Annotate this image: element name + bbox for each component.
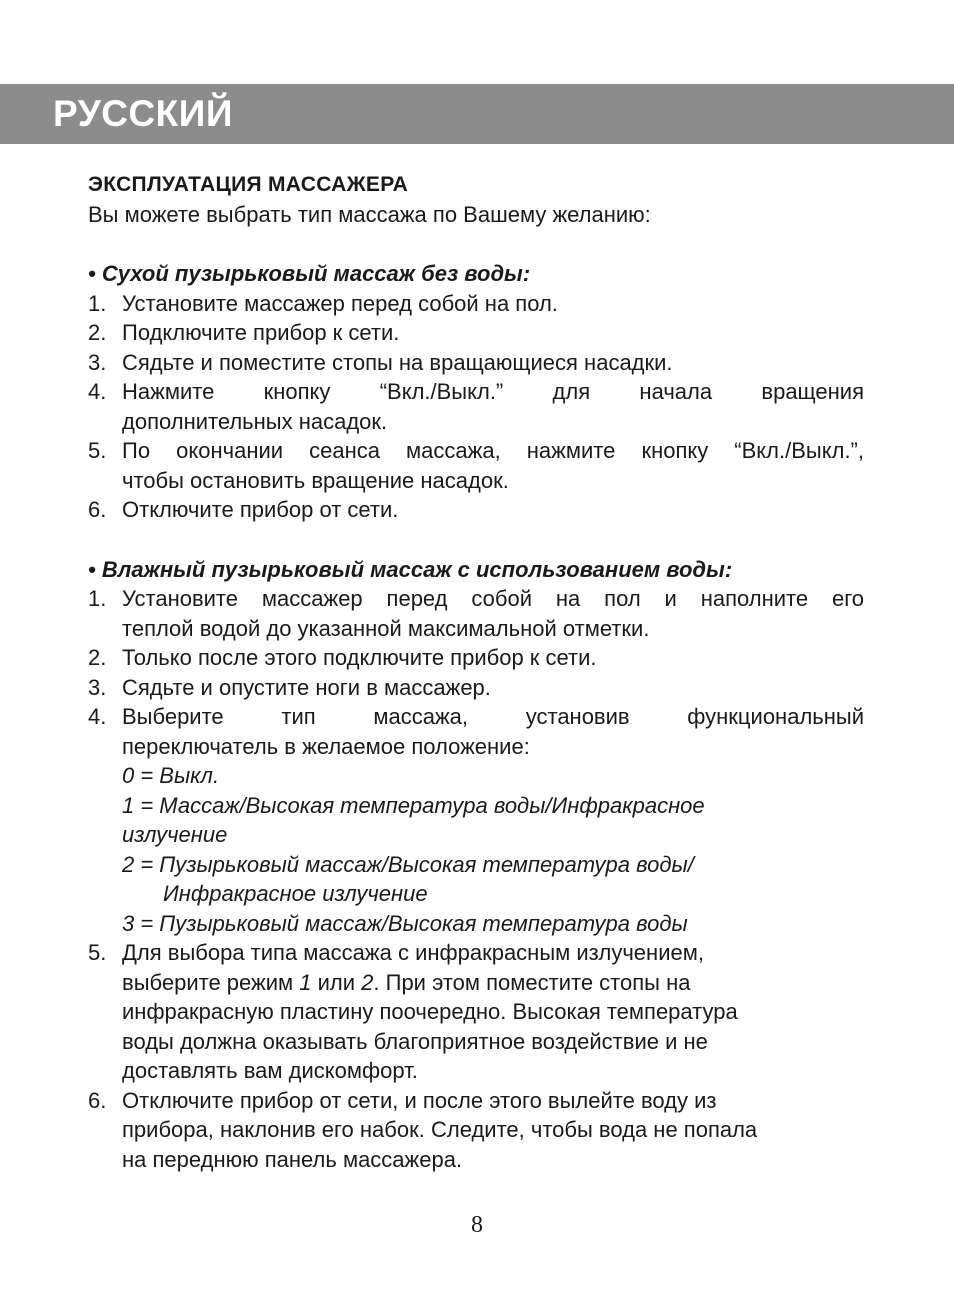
mode-option: 2 = Пузырьковый массаж/Высокая температура воды/: [122, 851, 694, 877]
list-item: [88, 289, 864, 319]
step-text: Сядьте и поместите стопы на вращающиеся насадки.: [122, 349, 673, 375]
list-item: [88, 938, 864, 1086]
mode-ref: 2: [361, 969, 374, 995]
step-line: дополнительных насадок.: [122, 408, 388, 434]
step-number: 2.: [88, 645, 107, 670]
page-content: [88, 170, 864, 1174]
step-line: Нажмите кнопку “Вкл./Выкл.” для начала вращения: [122, 379, 864, 404]
step-number: 1.: [88, 290, 107, 316]
wet-massage-steps: [88, 584, 864, 1174]
step-number: 5.: [88, 940, 107, 965]
step-text: Только после этого подключите прибор к сети.: [122, 645, 597, 670]
step-line: [122, 968, 864, 998]
step-text: Сядьте и опустите ноги в массажер.: [122, 674, 491, 700]
list-item: [88, 377, 864, 436]
mode-option: излучение: [122, 822, 228, 847]
list-item: [88, 495, 864, 525]
step-line: Отключите прибор от сети, и после этого вылейте воду из: [122, 1087, 717, 1113]
step-line: Установите массажер перед собой на пол и наполните его: [122, 586, 864, 611]
list-item: [88, 673, 864, 703]
step-number: 4.: [88, 379, 107, 404]
step-text: [122, 1086, 864, 1175]
list-item: [88, 436, 864, 495]
step-text: [122, 702, 864, 938]
list-item: [88, 1086, 864, 1175]
step-line: доставлять вам дискомфорт.: [122, 1058, 418, 1083]
step-text: [122, 436, 864, 495]
step-text: [122, 377, 864, 436]
step-fragment: . При этом поместите стопы на: [373, 969, 691, 995]
list-item: [88, 584, 864, 643]
step-number: 1.: [88, 586, 107, 611]
step-number: 4.: [88, 704, 107, 729]
step-number: 6.: [88, 1087, 107, 1113]
list-item: [88, 348, 864, 378]
page-number: 8: [471, 1212, 483, 1238]
step-line: прибора, наклонив его набок. Следите, чтобы вода не попала: [122, 1117, 758, 1142]
mode-ref: 1: [299, 969, 312, 995]
intro-text: Вы можете выбрать тип массажа по Вашему желанию:: [88, 201, 651, 227]
list-item: [88, 318, 864, 348]
language-title: РУССКИЙ: [53, 93, 233, 134]
step-number: 3.: [88, 674, 107, 700]
dry-massage-heading: • Сухой пузырьковый массаж без воды:: [88, 261, 531, 286]
language-header-bar: [0, 84, 954, 144]
step-line: Для выбора типа массажа с инфракрасным излучением,: [122, 940, 704, 965]
step-number: 3.: [88, 349, 107, 375]
dry-massage-steps: [88, 289, 864, 525]
step-number: 6.: [88, 497, 107, 522]
step-fragment: выберите режим: [122, 969, 300, 995]
list-item: [88, 702, 864, 938]
step-line: чтобы остановить вращение насадок.: [122, 467, 509, 493]
step-text: [122, 938, 864, 1086]
step-line: По окончании сеанса массажа, нажмите кнопку “Вкл./Выкл.”,: [122, 438, 864, 463]
step-text: Установите массажер перед собой на пол.: [122, 290, 558, 316]
step-line: инфракрасную пластину поочередно. Высокая температура: [122, 999, 738, 1024]
step-number: 5.: [88, 438, 107, 463]
mode-option: 3 = Пузырьковый массаж/Высокая температура воды: [122, 910, 688, 936]
mode-option: 0 = Выкл.: [122, 763, 220, 788]
step-text: [122, 584, 864, 643]
section-title: ЭКСПЛУАТАЦИЯ МАССАЖЕРА: [88, 173, 409, 196]
step-line: воды должна оказывать благоприятное воздействие и не: [122, 1028, 708, 1054]
wet-massage-heading: • Влажный пузырьковый массаж с использованием воды:: [88, 556, 733, 582]
step-line: переключатель в желаемое положение:: [122, 733, 530, 759]
list-item: [88, 643, 864, 673]
step-fragment: или: [311, 969, 362, 995]
step-number: 2.: [88, 320, 107, 345]
mode-option: Инфракрасное излучение: [163, 881, 428, 906]
step-line: теплой водой до указанной максимальной отметки.: [122, 615, 650, 641]
step-text: Отключите прибор от сети.: [122, 497, 399, 522]
step-text: Подключите прибор к сети.: [122, 320, 400, 345]
step-line: на переднюю панель массажера.: [122, 1146, 463, 1172]
step-line: Выберите тип массажа, установив функциональный: [122, 704, 864, 729]
mode-option: 1 = Массаж/Высокая температура воды/Инфракрасное: [122, 792, 705, 818]
